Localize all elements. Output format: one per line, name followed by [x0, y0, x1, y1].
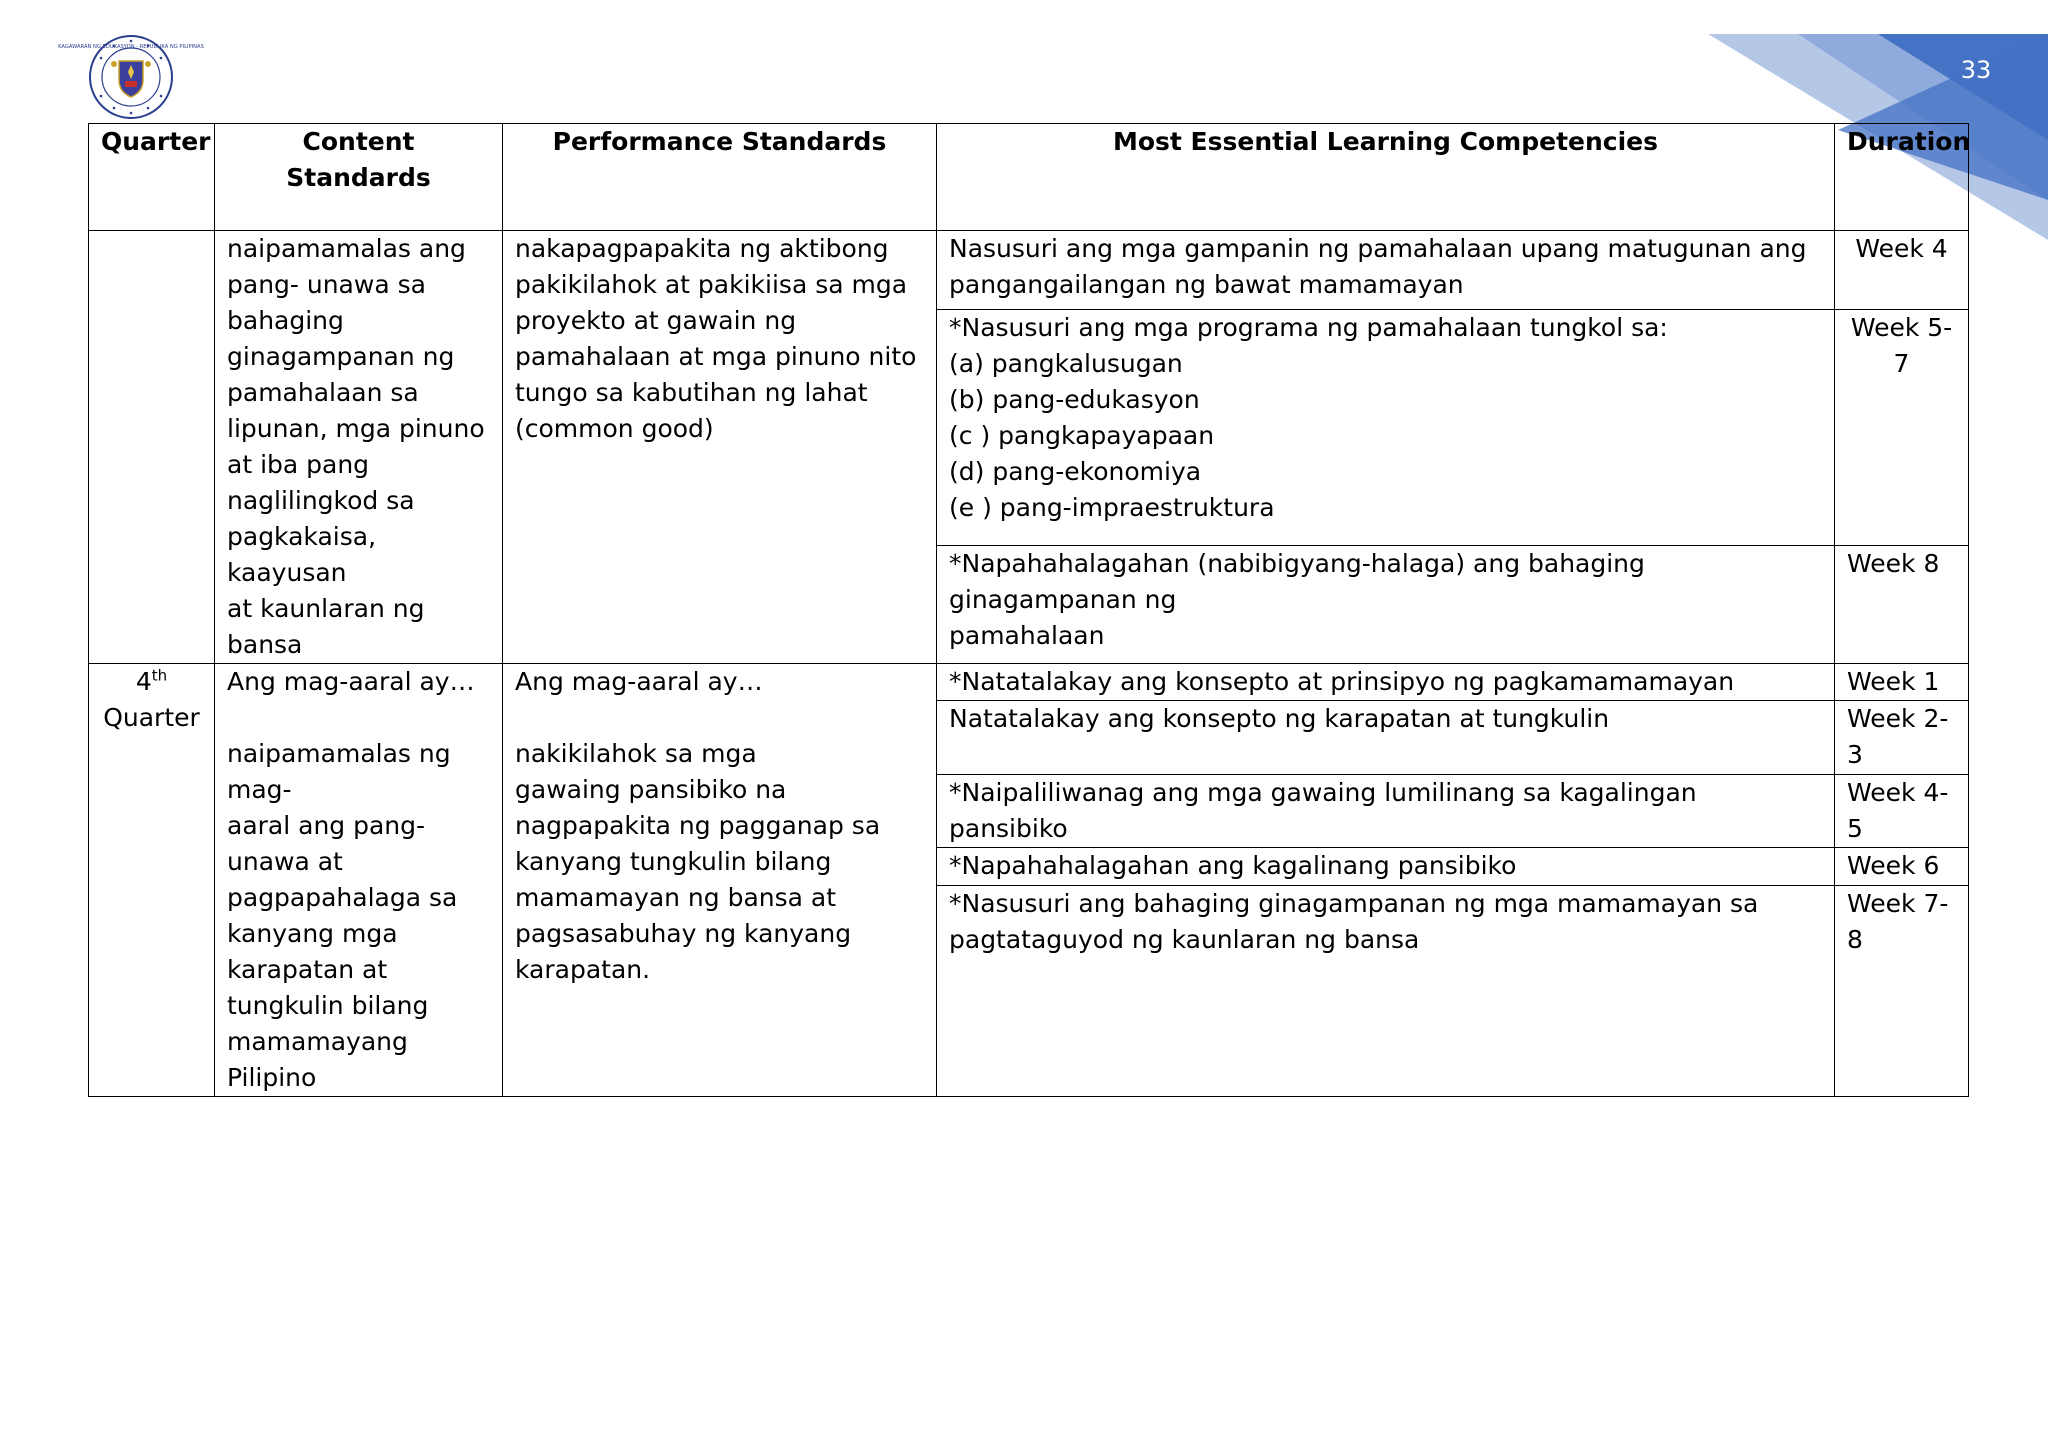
page-number: 33 — [1960, 56, 1992, 84]
competency-cell: *Natatalakay ang konsepto at prinsipyo ng pagkamamamayan — [937, 664, 1835, 701]
performance-standard-cell: Ang mag-aaral ay… nakikilahok sa mga gawaing pansibiko na nagpapakita ng pagganap sa kanyang tungkulin bilang mamamayan ng bansa at pagsasabuhay ng kanyang karapatan. — [503, 664, 937, 1097]
duration-cell: Week 5- 7 — [1835, 310, 1969, 545]
column-header-content-standards: Content Standards — [215, 124, 503, 231]
table-row — [89, 231, 1969, 310]
column-header-duration: Duration — [1835, 124, 1969, 231]
duration-cell: Week 4 — [1835, 231, 1969, 310]
quarter-cell — [89, 664, 215, 1097]
quarter-label: Quarter — [103, 703, 200, 732]
table-row — [89, 664, 1969, 701]
competency-cell: Natatalakay ang konsepto ng karapatan at tungkulin — [937, 701, 1835, 775]
performance-standard-cell: nakapagpapakita ng aktibong pakikilahok at pakikiisa sa mga proyekto at gawain ng pamahalaan at mga pinuno nito tungo sa kabutihan ng lahat (common good) — [503, 231, 937, 664]
column-header-competencies: Most Essential Learning Competencies — [937, 124, 1835, 231]
duration-cell: Week 4- 5 — [1835, 774, 1969, 848]
competency-cell: *Nasusuri ang mga programa ng pamahalaan tungkol sa: (a) pangkalusugan (b) pang-edukasyon (c ) pangkapayapaan (d) pang-ekonomiya (e ) pang-impraestruktura — [937, 310, 1835, 545]
column-header-performance-standards: Performance Standards — [503, 124, 937, 231]
competency-cell: *Napahahalagahan ang kagalinang pansibiko — [937, 848, 1835, 885]
table-header-row — [89, 124, 1969, 231]
curriculum-table — [88, 123, 1969, 1097]
column-header-quarter: Quarter — [89, 124, 215, 231]
duration-cell: Week 1 — [1835, 664, 1969, 701]
competency-cell: *Napahahalagahan (nabibigyang-halaga) ang bahaging ginagampanan ng pamahalaan — [937, 545, 1835, 663]
competency-cell: Nasusuri ang mga gampanin ng pamahalaan upang matugunan ang pangangailangan ng bawat mamamayan — [937, 231, 1835, 310]
duration-cell: Week 7- 8 — [1835, 885, 1969, 1097]
competency-cell: *Naipaliliwanag ang mga gawaing lumilinang sa kagalingan pansibiko — [937, 774, 1835, 848]
content-standard-cell: Ang mag-aaral ay… naipamamalas ng mag- aaral ang pang- unawa at pagpapahalaga sa kanyang mga karapatan at tungkulin bilang mamamayang Pilipino — [215, 664, 503, 1097]
competency-cell: *Nasusuri ang bahaging ginagampanan ng mga mamamayan sa pagtataguyod ng kaunlaran ng bansa — [937, 885, 1835, 1097]
duration-cell: Week 6 — [1835, 848, 1969, 885]
content-standard-cell: naipamamalas ang pang- unawa sa bahaging ginagampanan ng pamahalaan sa lipunan, mga pinuno at iba pang naglilingkod sa pagkakaisa, kaayusan at kaunlaran ng bansa — [215, 231, 503, 664]
deped-seal-icon — [58, 34, 204, 120]
quarter-cell — [89, 231, 215, 664]
duration-cell: Week 8 — [1835, 545, 1969, 663]
quarter-number: 4th — [135, 666, 168, 696]
svg-text:KAGAWARAN NG EDUKASYON · REPUB: KAGAWARAN NG EDUKASYON · REPUBLIKA NG PILIPINAS — [58, 44, 204, 50]
duration-cell: Week 2- 3 — [1835, 701, 1969, 775]
